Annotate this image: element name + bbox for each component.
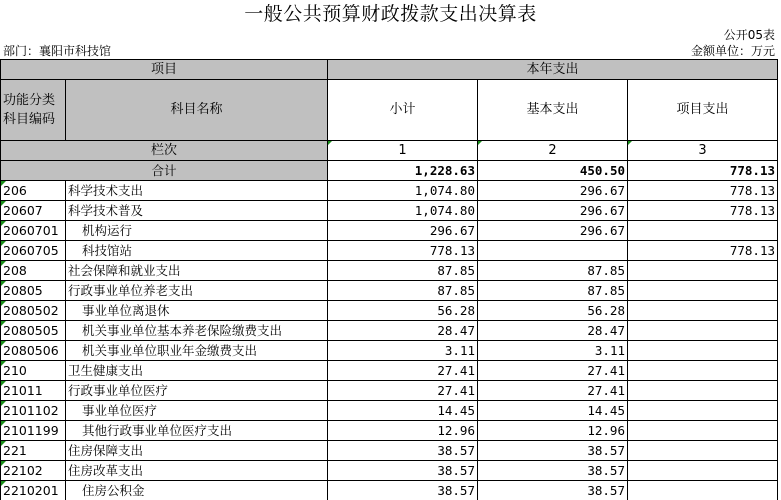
- project-cell[interactable]: [628, 261, 778, 281]
- subject-name-cell[interactable]: 科学技术普及: [66, 201, 328, 221]
- code-cell[interactable]: 2080502: [1, 301, 66, 321]
- total-basic[interactable]: 450.50: [478, 161, 628, 181]
- basic-cell[interactable]: 3.11: [478, 341, 628, 361]
- subtotal-cell[interactable]: 778.13: [328, 241, 478, 261]
- subject-name-cell[interactable]: 行政事业单位医疗: [66, 381, 328, 401]
- subject-name-cell[interactable]: 机关事业单位基本养老保险缴费支出: [66, 321, 328, 341]
- column-index-1[interactable]: 1: [328, 141, 478, 161]
- basic-cell[interactable]: 27.41: [478, 381, 628, 401]
- table-row: [1, 341, 778, 361]
- basic-cell[interactable]: 296.67: [478, 201, 628, 221]
- table-row: [1, 281, 778, 301]
- header-item[interactable]: 项目: [1, 60, 328, 80]
- subtotal-cell[interactable]: 56.28: [328, 301, 478, 321]
- basic-cell[interactable]: 38.57: [478, 461, 628, 481]
- subtotal-cell[interactable]: 87.85: [328, 261, 478, 281]
- code-cell[interactable]: 2080505: [1, 321, 66, 341]
- subject-name-cell[interactable]: 卫生健康支出: [66, 361, 328, 381]
- basic-cell[interactable]: 38.57: [478, 481, 628, 500]
- table-row: [1, 401, 778, 421]
- code-cell[interactable]: 208: [1, 261, 66, 281]
- subtotal-cell[interactable]: 12.96: [328, 421, 478, 441]
- project-cell[interactable]: [628, 441, 778, 461]
- subtotal-cell[interactable]: 296.67: [328, 221, 478, 241]
- subject-name-cell[interactable]: 社会保障和就业支出: [66, 261, 328, 281]
- project-cell[interactable]: [628, 461, 778, 481]
- project-cell[interactable]: [628, 401, 778, 421]
- table-row: [1, 381, 778, 401]
- subject-name-cell[interactable]: 住房保障支出: [66, 441, 328, 461]
- table-row: [1, 461, 778, 481]
- table-row: [1, 361, 778, 381]
- basic-cell[interactable]: 38.57: [478, 441, 628, 461]
- code-cell[interactable]: 20805: [1, 281, 66, 301]
- report-title: 一般公共预算财政拨款支出决算表: [244, 3, 537, 25]
- project-cell[interactable]: [628, 421, 778, 441]
- project-cell[interactable]: [628, 321, 778, 341]
- code-cell[interactable]: 2101199: [1, 421, 66, 441]
- header-subtotal[interactable]: 小计: [328, 80, 478, 141]
- subject-name-cell[interactable]: 科技馆站: [66, 241, 328, 261]
- header-column-no[interactable]: 栏次: [1, 141, 328, 161]
- code-cell[interactable]: 2210201: [1, 481, 66, 500]
- code-cell[interactable]: 21011: [1, 381, 66, 401]
- code-cell[interactable]: 2080506: [1, 341, 66, 361]
- total-subtotal[interactable]: 1,228.63: [328, 161, 478, 181]
- project-cell[interactable]: 778.13: [628, 241, 778, 261]
- project-cell[interactable]: [628, 481, 778, 500]
- subject-name-cell[interactable]: 住房公积金: [66, 481, 328, 500]
- table-row: [1, 301, 778, 321]
- form-number: 公开05表: [723, 28, 775, 42]
- code-cell[interactable]: 2060705: [1, 241, 66, 261]
- column-index-2[interactable]: 2: [478, 141, 628, 161]
- code-cell[interactable]: 20607: [1, 201, 66, 221]
- column-index-3[interactable]: 3: [628, 141, 778, 161]
- basic-cell[interactable]: 56.28: [478, 301, 628, 321]
- basic-cell[interactable]: 296.67: [478, 221, 628, 241]
- subtotal-cell[interactable]: 1,074.80: [328, 201, 478, 221]
- code-cell[interactable]: 221: [1, 441, 66, 461]
- basic-cell[interactable]: 14.45: [478, 401, 628, 421]
- project-cell[interactable]: 778.13: [628, 201, 778, 221]
- subtotal-cell[interactable]: 28.47: [328, 321, 478, 341]
- total-row: [1, 161, 778, 181]
- code-cell[interactable]: 210: [1, 361, 66, 381]
- project-cell[interactable]: [628, 361, 778, 381]
- subtotal-cell[interactable]: 1,074.80: [328, 181, 478, 201]
- table-body: [1, 181, 778, 500]
- table-row: [1, 181, 778, 201]
- unit-label: 金额单位：万元: [690, 44, 775, 58]
- project-cell[interactable]: [628, 381, 778, 401]
- header-basic[interactable]: 基本支出: [478, 80, 628, 141]
- table-row: [1, 421, 778, 441]
- department-label: 部门：襄阳市科技馆: [3, 44, 112, 58]
- table-row: [1, 441, 778, 461]
- project-cell[interactable]: [628, 301, 778, 321]
- basic-cell[interactable]: 87.85: [478, 281, 628, 301]
- subtotal-cell[interactable]: 38.57: [328, 441, 478, 461]
- subtotal-cell[interactable]: 14.45: [328, 401, 478, 421]
- table-row: [1, 201, 778, 221]
- header-function-code[interactable]: 功能分类 科目编码: [1, 80, 66, 141]
- subtotal-cell[interactable]: 87.85: [328, 281, 478, 301]
- subtotal-cell[interactable]: 38.57: [328, 481, 478, 500]
- project-cell[interactable]: 778.13: [628, 181, 778, 201]
- code-cell[interactable]: 2101102: [1, 401, 66, 421]
- table-row: [1, 241, 778, 261]
- total-label[interactable]: 合计: [1, 161, 328, 181]
- basic-cell[interactable]: 28.47: [478, 321, 628, 341]
- subtotal-cell[interactable]: 27.41: [328, 361, 478, 381]
- code-cell[interactable]: 206: [1, 181, 66, 201]
- project-cell[interactable]: [628, 281, 778, 301]
- header-current-year[interactable]: 本年支出: [328, 60, 778, 80]
- table-row: [1, 221, 778, 241]
- subtotal-cell[interactable]: 27.41: [328, 381, 478, 401]
- subject-name-cell[interactable]: 科学技术支出: [66, 181, 328, 201]
- basic-cell[interactable]: 296.67: [478, 181, 628, 201]
- subject-name-cell[interactable]: 事业单位医疗: [66, 401, 328, 421]
- table-row: [1, 321, 778, 341]
- header-subject-name[interactable]: 科目名称: [66, 80, 328, 141]
- header-project[interactable]: 项目支出: [628, 80, 778, 141]
- basic-cell[interactable]: 87.85: [478, 261, 628, 281]
- subject-name-cell[interactable]: 住房改革支出: [66, 461, 328, 481]
- expenditure-table: [0, 59, 778, 500]
- table-row: [1, 481, 778, 500]
- subject-name-cell[interactable]: 机构运行: [66, 221, 328, 241]
- subject-name-cell[interactable]: 行政事业单位养老支出: [66, 281, 328, 301]
- code-cell[interactable]: 2060701: [1, 221, 66, 241]
- subject-name-cell[interactable]: 事业单位离退休: [66, 301, 328, 321]
- basic-cell[interactable]: 12.96: [478, 421, 628, 441]
- code-cell[interactable]: 22102: [1, 461, 66, 481]
- subject-name-cell[interactable]: 其他行政事业单位医疗支出: [66, 421, 328, 441]
- subject-name-cell[interactable]: 机关事业单位职业年金缴费支出: [66, 341, 328, 361]
- table-row: [1, 261, 778, 281]
- basic-cell[interactable]: 27.41: [478, 361, 628, 381]
- basic-cell[interactable]: [478, 241, 628, 261]
- project-cell[interactable]: [628, 221, 778, 241]
- total-project[interactable]: 778.13: [628, 161, 778, 181]
- subtotal-cell[interactable]: 3.11: [328, 341, 478, 361]
- project-cell[interactable]: [628, 341, 778, 361]
- subtotal-cell[interactable]: 38.57: [328, 461, 478, 481]
